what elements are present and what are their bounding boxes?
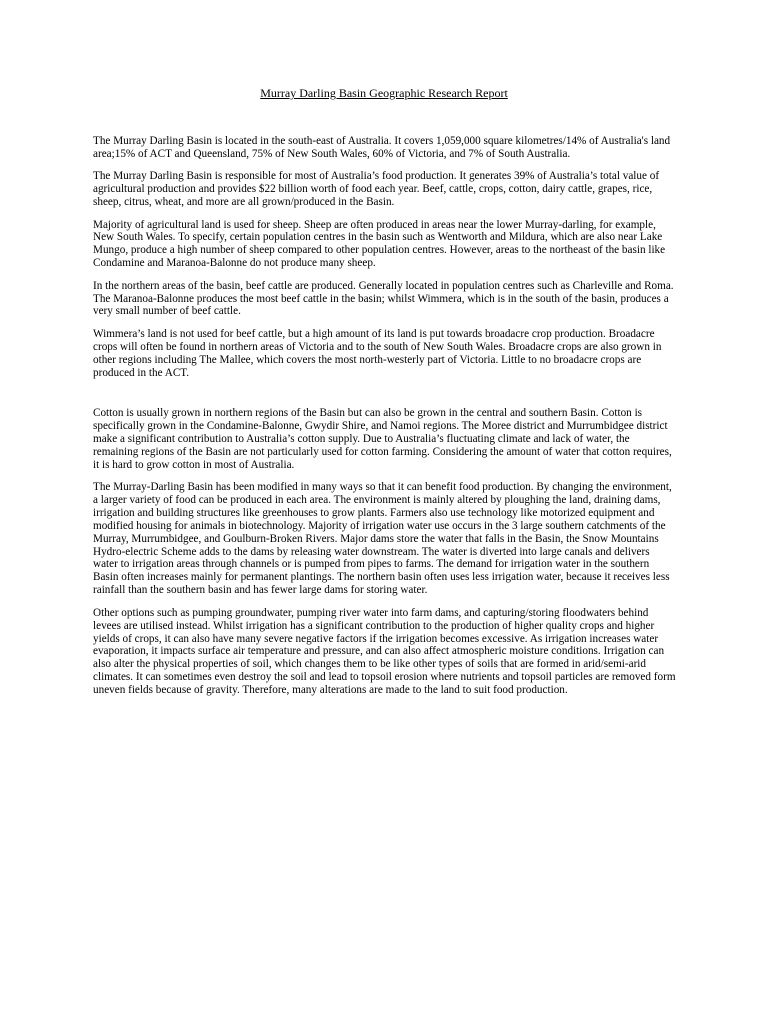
paragraph-sheep: Majority of agricultural land is used for sheep. Sheep are often produced in areas near the lower Murray-darling, for example, New South Wales. To specify, certain population centres in the basin such as Wentworth and Mildura, which are also near Lake Mungo, produce a high number of sheep compared to other population centres. However, areas to the northeast of the basin like Condamine and Maranoa-Balonne do not produce many sheep. (93, 218, 666, 270)
section-gap (93, 389, 676, 407)
document-body (93, 135, 676, 707)
paragraph-cotton: Cotton is usually grown in northern regions of the Basin but can also be grown in the central and southern Basin. Cotton is specifically grown in the Condamine-Balonne, Gwydir Shire, and Namoi regions. The Moree district and Murrumbidgee district make a significant contribution to Australia’s cotton supply. Due to Australia’s fluctuating climate and lack of water, the remaining regions of the Basin are not particularly used for cotton farming. Considering the amount of water that cotton requires, it is hard to grow cotton in most of Australia. (93, 407, 672, 471)
paragraph-broadacre-crops: Wimmera’s land is not used for beef cattle, but a high amount of its land is put towards broadacre crop production. Broadacre crops will often be found in northern areas of Victoria and to the south of New South Wales. Broadacre crops are also grown in other regions including The Mallee, which covers the most north-westerly part of Victoria. Little to no broadacre crops are produced in the ACT. (93, 327, 662, 379)
paragraph-irrigation-effects: Other options such as pumping groundwater, pumping river water into farm dams, and capturing/storing floodwaters behind levees are utilised instead. Whilst irrigation has a significant contribution to the production of higher quality crops and higher yields of crops, it can also have many severe negative factors if the irrigation becomes excessive. As irrigation increases water evaporation, it impacts surface air temperature and pressure, and can also affect atmospheric moisture conditions. Irrigation can also alter the physical properties of soil, which changes them to be like other types of soils that are formed in arid/semi-arid climates. It can sometimes even destroy the soil and lead to topsoil erosion where nutrients and topsoil particles are removed form uneven fields because of gravity. Therefore, many alterations are made to the land to suit food production. (93, 606, 676, 697)
paragraph-beef-cattle: In the northern areas of the basin, beef cattle are produced. Generally located in population centres such as Charleville and Roma. The Maranoa-Balonne produces the most beef cattle in the basin; whilst Wimmera, which is in the south of the basin, produces a very small number of beef cattle. (93, 279, 674, 318)
paragraph-food-production: The Murray Darling Basin is responsible for most of Australia’s food production. It generates 39% of Australia’s total value of agricultural production and provides $22 billion worth of food each year. Beef, cattle, crops, cotton, dairy cattle, grapes, rice, sheep, citrus, wheat, and more are all grown/produced in the Basin. (93, 170, 660, 209)
page-title: Murray Darling Basin Geographic Research Report (260, 86, 508, 100)
paragraph-location: The Murray Darling Basin is located in the south-east of Australia. It covers 1,059,000 square kilometres/14% of Australia's land area;15% of ACT and Queensland, 75% of New South Wales, 60% of Victoria, and 7% of South Australia. (93, 135, 671, 160)
paragraph-modification: The Murray-Darling Basin has been modified in many ways so that it can benefit food production. By changing the environment, a larger variety of food can be produced in each area. The environment is mainly altered by ploughing the land, draining dams, irrigation and building structures like greenhouses to grow plants. Farmers also use technology like motorized equipment and modified housing for animals in biotechnology. Majority of irrigation water use occurs in the 3 large southern catchments of the Murray, Murrumbidgee, and Goulburn-Broken Rivers. Major dams store the water that falls in the Basin, the Snow Mountains Hydro-electric Scheme adds to the dams by releasing water downstream. The water is diverted into large canals and delivers water to irrigation areas through channels or is pumped from pipes to farms. The demand for irrigation water in the southern Basin often increases mainly for permanent plantings. The northern basin often uses less irrigation water, because it receives less rainfall than the southern basin and has fewer large dams for storing water. (93, 481, 672, 597)
